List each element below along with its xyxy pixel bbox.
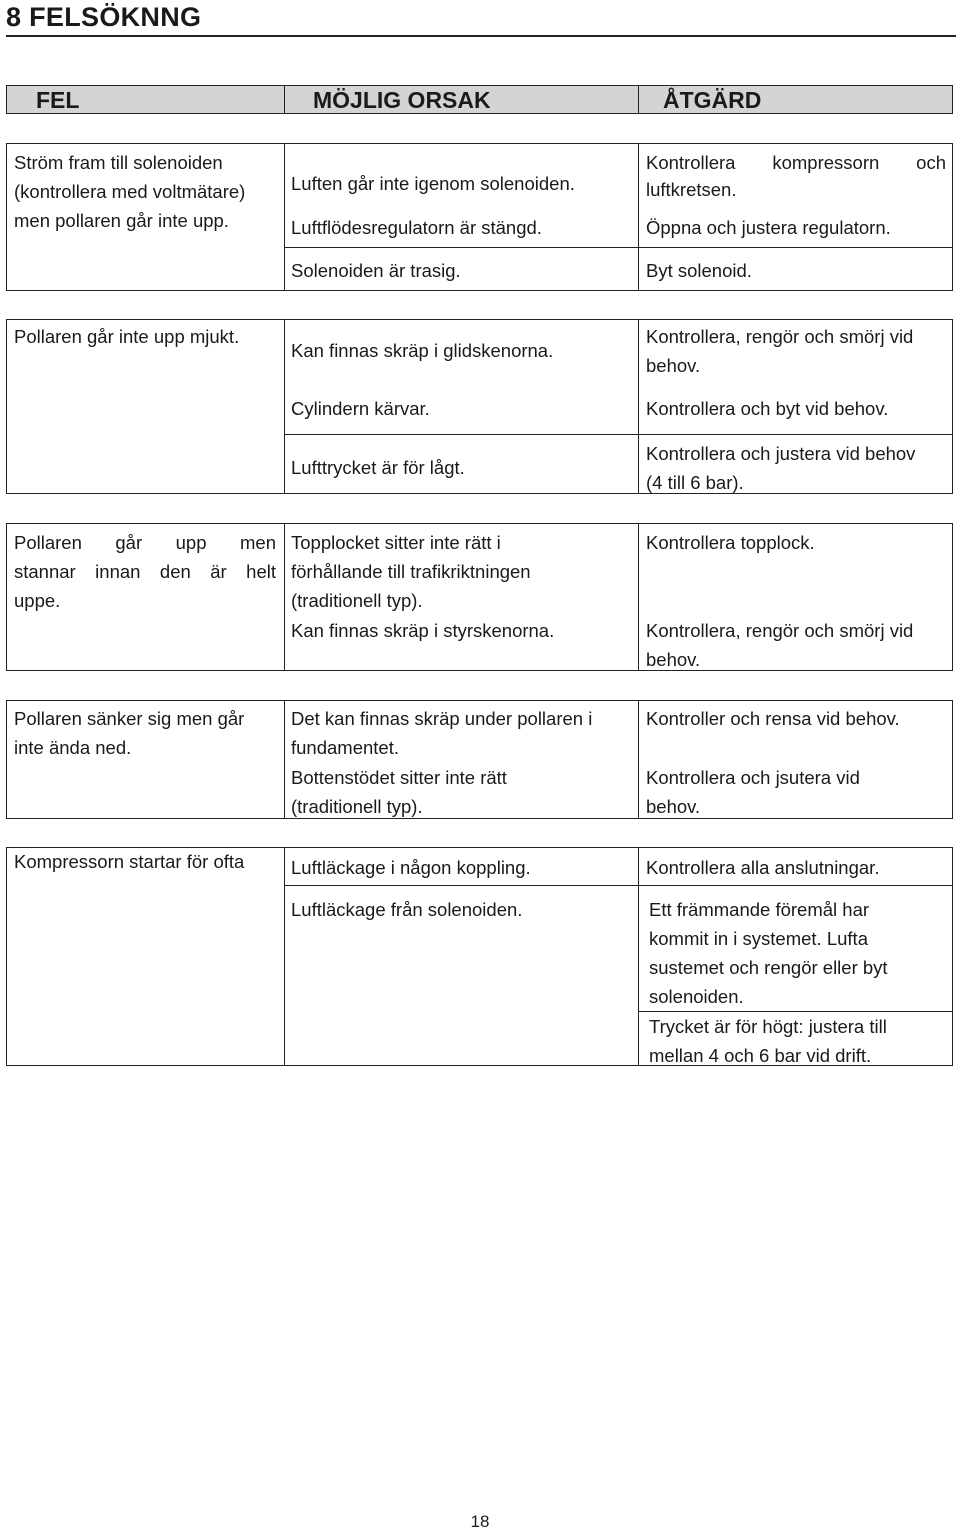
column-divider: [638, 86, 639, 113]
cause-text: (traditionell typ).: [291, 796, 423, 817]
cause-text: Kan finnas skräp i styrskenorna.: [291, 620, 555, 641]
column-divider: [638, 320, 639, 493]
page-number: 18: [470, 1512, 490, 1531]
fault-text: Kompressorn startar för ofta: [14, 851, 245, 872]
action-text: Kontrollera alla anslutningar.: [646, 857, 880, 878]
column-divider: [284, 320, 285, 493]
table-header: [6, 85, 953, 114]
cause-text: Solenoiden är trasig.: [291, 260, 461, 281]
cause-text: (traditionell typ).: [291, 590, 423, 611]
action-text: Kontrollera och jsutera vid: [646, 767, 860, 788]
action-text: behov.: [646, 796, 701, 817]
action-text: Kontrollera, rengör och smörj vid: [646, 326, 914, 347]
cause-text: Luftflödesregulatorn är stängd.: [291, 217, 542, 238]
column-divider: [638, 848, 639, 1065]
column-divider: [284, 144, 285, 290]
cell-divider: [284, 434, 952, 435]
table-row: [6, 143, 953, 291]
cause-text: Det kan finnas skräp under pollaren i: [291, 708, 593, 729]
cause-text: Bottenstödet sitter inte rätt: [291, 767, 507, 788]
fault-text: Ström fram till solenoiden: [14, 152, 223, 173]
table-row: [6, 523, 953, 671]
column-divider: [284, 701, 285, 818]
action-text: Kontrollera och byt vid behov.: [646, 398, 889, 419]
cell-divider: [284, 885, 952, 886]
column-header-action: ÅTGÄRD: [663, 87, 762, 113]
action-text: solenoiden.: [649, 986, 744, 1007]
cell-divider: [284, 247, 952, 248]
action-text: behov.: [646, 649, 701, 670]
action-text: Trycket är för högt: justera till: [649, 1016, 887, 1037]
action-text: sustemet och rengör eller byt: [649, 957, 888, 978]
action-text: behov.: [646, 355, 701, 376]
table-row: [6, 847, 953, 1066]
cause-text: Cylindern kärvar.: [291, 398, 430, 419]
action-text: mellan 4 och 6 bar vid drift.: [649, 1045, 872, 1066]
column-divider: [638, 701, 639, 818]
table-row: [6, 319, 953, 494]
fault-text: (kontrollera med voltmätare): [14, 181, 246, 202]
cause-text: Luften går inte igenom solenoiden.: [291, 173, 575, 194]
heading-rule: [6, 35, 956, 37]
fault-text: Pollaren sänker sig men går: [14, 708, 245, 729]
section-heading: 8 FELSÖKNNG: [6, 2, 202, 32]
fault-text: men pollaren går inte upp.: [14, 210, 229, 231]
action-text: Byt solenoid.: [646, 260, 752, 281]
action-text: Kontrollera, rengör och smörj vid: [646, 620, 914, 641]
cause-text: Luftläckage från solenoiden.: [291, 899, 523, 920]
cause-text: fundamentet.: [291, 737, 399, 758]
fault-text: Pollaren går upp men: [14, 532, 276, 553]
table-row: [6, 700, 953, 819]
action-text: luftkretsen.: [646, 179, 737, 200]
action-text: (4 till 6 bar).: [646, 472, 744, 493]
action-text: kommit in i systemet. Lufta: [649, 928, 868, 949]
cause-text: Lufttrycket är för lågt.: [291, 457, 465, 478]
cause-text: Kan finnas skräp i glidskenorna.: [291, 340, 554, 361]
column-divider: [284, 86, 285, 113]
cause-text: Luftläckage i någon koppling.: [291, 857, 531, 878]
cause-text: förhållande till trafikriktningen: [291, 561, 531, 582]
column-divider: [638, 144, 639, 290]
action-text: Kontrollera och justera vid behov: [646, 443, 916, 464]
action-text: Kontrollera topplock.: [646, 532, 815, 553]
action-text: Kontroller och rensa vid behov.: [646, 708, 900, 729]
column-header-fault: FEL: [36, 87, 80, 113]
fault-text: inte ända ned.: [14, 737, 132, 758]
column-divider: [284, 848, 285, 1065]
column-divider: [284, 524, 285, 670]
cause-text: Topplocket sitter inte rätt i: [291, 532, 501, 553]
action-text: Öppna och justera regulatorn.: [646, 217, 891, 238]
fault-text: Pollaren går inte upp mjukt.: [14, 326, 240, 347]
action-text: Kontrollera kompressorn och: [646, 152, 946, 173]
fault-text: uppe.: [14, 590, 61, 611]
column-divider: [638, 524, 639, 670]
fault-text: stannar innan den är helt: [14, 561, 276, 582]
action-text: Ett främmande föremål har: [649, 899, 870, 920]
column-header-cause: MÖJLIG ORSAK: [313, 87, 491, 113]
